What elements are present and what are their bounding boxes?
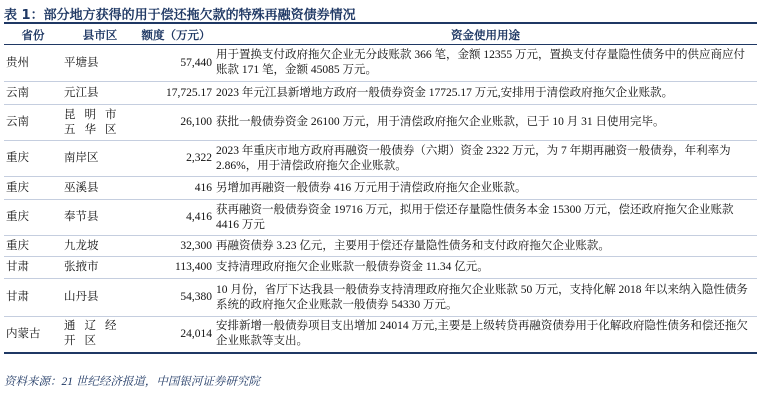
table-row (4, 200, 757, 236)
usage-cell: 2023 年重庆市地方政府再融资一般债券（六期）资金 2322 万元，为 7 年期再融资一般债券，年利率为 2.86%，用于清偿政府拖欠企业账款。 (214, 141, 757, 177)
province-cell: 内蒙古 (4, 317, 62, 353)
amount-cell: 24,014 (138, 317, 214, 353)
county-cell: 通辽经开区 (62, 317, 138, 353)
usage-cell: 另增加再融资一般债券 416 万元用于清偿政府拖欠企业账款。 (214, 177, 757, 200)
county-cell: 元江县 (62, 82, 138, 105)
county-cell: 九龙坡 (62, 236, 138, 257)
col-header-usage: 资金使用用途 (214, 25, 757, 45)
table-row (4, 45, 757, 82)
province-cell: 重庆 (4, 200, 62, 236)
county-cell: 张掖市 (62, 257, 138, 279)
county-cell: 平塘县 (62, 45, 138, 82)
province-cell: 重庆 (4, 177, 62, 200)
amount-cell: 4,416 (138, 200, 214, 236)
amount-cell: 57,440 (138, 45, 214, 82)
bond-table (4, 25, 757, 354)
province-cell: 甘肃 (4, 257, 62, 279)
title-rule (4, 22, 757, 24)
table-header (4, 25, 757, 45)
source-note: 资料来源：21 世纪经济报道，中国银河证券研究院 (4, 376, 260, 388)
province-cell: 甘肃 (4, 279, 62, 317)
county-cell: 昆明市五华区 (62, 105, 138, 141)
usage-cell: 安排新增一般债券项目支出增加 24014 万元,主要是上级转贷再融资债券用于化解政府隐性债务和偿还拖欠企业账款等支出。 (214, 317, 757, 353)
usage-cell: 用于置换支付政府拖欠企业无分歧账款 366 笔，金额 12355 万元，置换支付存量隐性债务中的供应商应付账款 171 笔，金额 45085 万元。 (214, 45, 757, 82)
province-cell: 云南 (4, 82, 62, 105)
table-title: 表 1：部分地方获得的用于偿还拖欠款的特殊再融资债券情况 (4, 8, 356, 23)
county-cell: 南岸区 (62, 141, 138, 177)
col-header-amount: 额度（万元） (138, 25, 214, 45)
table-row (4, 257, 757, 279)
amount-cell: 113,400 (138, 257, 214, 279)
usage-cell: 2023 年元江县新增地方政府一般债券资金 17725.17 万元,安排用于清偿政府拖欠企业账款。 (214, 82, 757, 105)
usage-cell: 获再融资一般债券资金 19716 万元，拟用于偿还存量隐性债务本金 15300 万元，偿还政府拖欠企业账款 4416 万元 (214, 200, 757, 236)
county-cell: 奉节县 (62, 200, 138, 236)
province-cell: 重庆 (4, 236, 62, 257)
county-cell: 巫溪县 (62, 177, 138, 200)
col-header-province: 省份 (4, 25, 62, 45)
amount-cell: 2,322 (138, 141, 214, 177)
province-cell: 重庆 (4, 141, 62, 177)
usage-cell: 获批一般债券资金 26100 万元，用于清偿政府拖欠企业账款，已于 10 月 31 日使用完毕。 (214, 105, 757, 141)
province-cell: 云南 (4, 105, 62, 141)
amount-cell: 26,100 (138, 105, 214, 141)
table-row (4, 105, 757, 141)
amount-cell: 17,725.17 (138, 82, 214, 105)
province-cell: 贵州 (4, 45, 62, 82)
usage-cell: 10 月份，省厅下达我县一般债券支持清理政府拖欠企业账款 50 万元，支持化解 2018 年以来纳入隐性债务系统的政府拖欠企业账款一般债券 54330 万元。 (214, 279, 757, 317)
usage-cell: 支持清理政府拖欠企业账款一般债券资金 11.34 亿元。 (214, 257, 757, 279)
table-row (4, 82, 757, 105)
amount-cell: 32,300 (138, 236, 214, 257)
table-row (4, 177, 757, 200)
table-row (4, 236, 757, 257)
header-row (4, 25, 757, 45)
county-cell: 山丹县 (62, 279, 138, 317)
table-row (4, 141, 757, 177)
table-row (4, 317, 757, 353)
amount-cell: 54,380 (138, 279, 214, 317)
usage-cell: 再融资债券 3.23 亿元，主要用于偿还存量隐性债务和支付政府拖欠企业账款。 (214, 236, 757, 257)
col-header-county: 县市区 (62, 25, 138, 45)
table-body (4, 45, 757, 353)
amount-cell: 416 (138, 177, 214, 200)
table-row (4, 279, 757, 317)
